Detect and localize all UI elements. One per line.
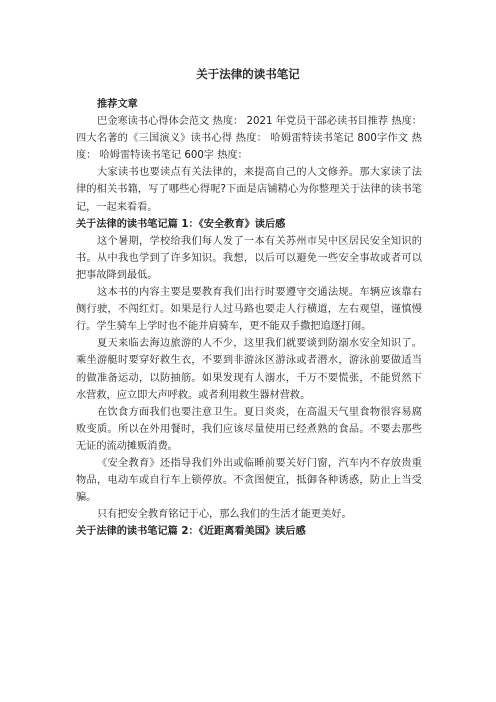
section-1-paragraph: 这个暑期，学校给我们每人发了一本有关苏州市吴中区居民安全知识的书。从中我也学到了许多知识。我想，以后可以避免一些安全事故或者可以把事故降到最低。 — [76, 235, 422, 281]
document-body — [76, 96, 422, 540]
section-1-paragraph: 《安全教育》还指导我们外出或临睡前要关好门窗，汽车内不存放贵重物品，电动车或自行车上锁停放。不贪图便宜，抵御各种诱惑，防止上当受骗。 — [76, 457, 422, 504]
section-1-paragraph: 只有把安全教育铭记于心，那么我们的生活才能更美好。 — [97, 509, 352, 521]
intro-paragraph: 大家读书也要读点有关法律的，来提高自己的人文修养。那大家读了法律的相关书籍，写了哪些心得呢?下面是店铺精心为你整理关于法律的读书笔记，一起来看看。 — [76, 167, 422, 213]
section-1-paragraph: 夏天来临去海边旅游的人不少，这里我们就要谈到防溺水安全知识了。乘坐游艇时要穿好救生衣，不要到非游泳区游泳或者潜水，游泳前要做适当的做准备运动，以防抽筋。如果发现有人溺水，千万不要慌张，不能贸然下水营救，应立即大声呼救。或者利用救生器材营救。 — [76, 338, 422, 401]
section-1-heading: 关于法律的读书笔记篇 1：《安全教育》读后感 — [76, 218, 286, 230]
document-title: 关于法律的读书笔记 — [196, 67, 300, 81]
recommended-label: 推荐文章 — [97, 99, 138, 110]
section-1-paragraph: 这本书的内容主要是要教育我们出行时要遵守交通法规。车辆应该靠右侧行驶，不闯红灯。如果是行人过马路也要走人行横道，左右观望，谨慎慢行。学生骑车上学时也不能并肩骑车，更不能双手撒把追逐打闹。 — [76, 287, 422, 333]
section-2-heading: 关于法律的读书笔记篇 2：《近距离看美国》读后感 — [76, 526, 306, 538]
recommended-list: 巴金寒读书心得体会范文 热度： 2021 年党员干部必读书目推荐 热度： 四大名著的《三国演义》读书心得 热度： 哈姆雷特读书笔记 800字作文 热度： 哈姆雷特读书笔记 600字 热度： — [76, 116, 422, 162]
section-1-paragraph: 在饮食方面我们也要注意卫生。夏日炎炎，在高温天气里食物很容易腐败变质。所以在外用餐时，我们应该尽量使用已经煮熟的食品。不要去那些无证的流动摊贩消费。 — [76, 406, 422, 452]
